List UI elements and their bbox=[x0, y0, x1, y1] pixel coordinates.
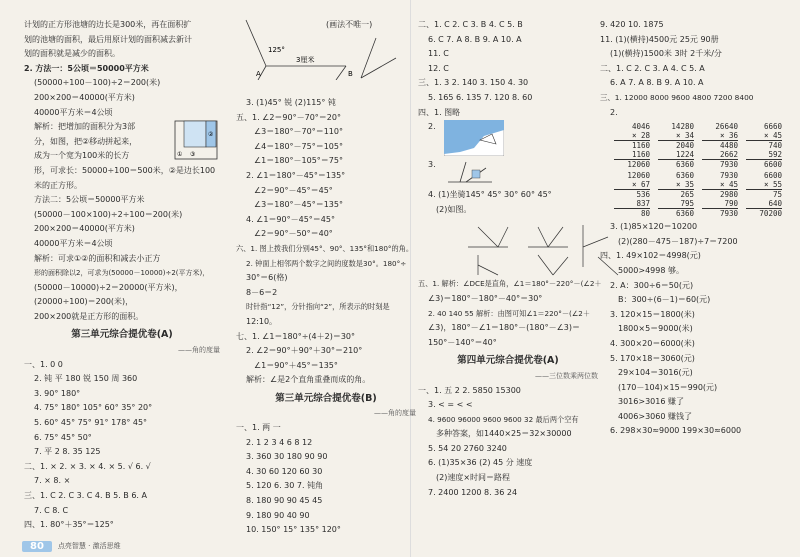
calc-cell: 14280 bbox=[671, 122, 694, 132]
text-line: (2)(280－475－187)÷7＝7200 bbox=[618, 236, 738, 246]
calc-cell: 6660 bbox=[763, 122, 782, 132]
text-line: 30°＝6(格) bbox=[246, 273, 288, 283]
text-line: (20000÷100)＝200(米)， bbox=[34, 297, 134, 307]
text-line: 4006>3060 赚钱了 bbox=[618, 411, 692, 421]
text-line: 8－6＝2 bbox=[246, 287, 278, 297]
text-line: ∠2＝90°－50°＝40° bbox=[254, 229, 333, 239]
calc-cell: 12060 bbox=[627, 171, 650, 181]
section-subtitle: ——角的度量 bbox=[374, 409, 416, 418]
calc-cell: 740 bbox=[768, 141, 782, 151]
section-title: 第三单元综合提优卷(A) bbox=[71, 329, 173, 341]
answer-line: 4. 30 60 120 60 30 bbox=[246, 466, 323, 476]
text-line: 七、1. ∠1＝180°÷(4＋2)＝30° bbox=[236, 331, 356, 341]
calc-cell: × 36 bbox=[702, 131, 738, 141]
calc-cell: 6360 bbox=[675, 209, 694, 219]
text-line: 5000>4998 够。 bbox=[618, 265, 684, 275]
section-subtitle: ——三位数乘两位数 bbox=[535, 371, 598, 380]
text-line: ∠3＝180°－70°＝110° bbox=[254, 127, 343, 137]
region-3-label: ③ bbox=[190, 151, 196, 159]
calc-cell: 4480 bbox=[719, 141, 738, 151]
answer-line: 多种答案，如1440×25＝32×30000 bbox=[436, 429, 572, 439]
calc-cell: 2980 bbox=[719, 190, 738, 200]
text-line: 划的面积就是减少的面积。 bbox=[24, 49, 120, 59]
point-b-label: B bbox=[348, 70, 353, 78]
text-line: 9. 420 10. 1875 bbox=[600, 20, 664, 29]
text-line: 3. 120×15＝1800(米) bbox=[610, 309, 695, 319]
answer-line: 7. C 8. C bbox=[34, 505, 69, 515]
answer-line: 7. 2400 1200 8. 36 24 bbox=[428, 487, 518, 497]
text-line: 形的面积除以2，可求为(50000－10000)÷2(平方米)， bbox=[34, 269, 210, 278]
text-line: 6. A 7. A 8. B 9. A 10. A bbox=[610, 78, 704, 88]
text-line: 2. 方法一：5公顷＝50000平方米 bbox=[24, 63, 149, 73]
text-line: 12:10。 bbox=[246, 316, 278, 326]
text-line: 解析：可求①②的面积和减去小正方 bbox=[34, 253, 161, 263]
area-diagram bbox=[174, 120, 218, 160]
calc-cell: 1224 bbox=[658, 150, 694, 160]
calc-cell: 640 bbox=[746, 199, 782, 209]
vertical-calculations bbox=[614, 122, 790, 169]
answer-line: 2. 1 2 3 4 6 8 12 bbox=[246, 437, 313, 447]
answer-line: 6. 75° 45° 50° bbox=[34, 432, 92, 442]
column-1 bbox=[24, 18, 220, 533]
text-line: 2. bbox=[610, 107, 618, 117]
text-line: 2. ∠1＝180°－45°＝135° bbox=[246, 170, 346, 180]
text-line: 2. ∠2＝90°＋90°＋30°＝210° bbox=[246, 346, 363, 356]
text-line: 150°－140°＝40° bbox=[428, 337, 497, 347]
text-line: 200×200就是正方形的面积。 bbox=[34, 311, 144, 321]
column-3 bbox=[418, 18, 602, 500]
text-line: 1800×5＝9000(米) bbox=[618, 324, 693, 334]
answer-line: 四、1. 80°＋35°＝125° bbox=[24, 520, 114, 530]
calc-cell: 7930 bbox=[719, 171, 738, 181]
text-line: 二、1. C 2. C 3. A 4. C 5. A bbox=[600, 63, 705, 73]
text-line: 6. C 7. A 8. B 9. A 10. A bbox=[428, 34, 522, 44]
text-line: (170－104)×15＝990(元) bbox=[618, 382, 718, 392]
answer-line: 7. × 8. × bbox=[34, 476, 71, 486]
answer-line: 3. 90° 180° bbox=[34, 388, 81, 398]
calc-cell: 795 bbox=[658, 199, 694, 209]
text-line: 5. 170×18＝3060(元) bbox=[610, 353, 695, 363]
angle-label: 125° bbox=[268, 46, 285, 54]
text-line: (50000－100×100)÷2÷100＝200(米) bbox=[34, 209, 183, 219]
text-line: 六、1. 图上拨我们分别45°、90°、135°和180°的角。 bbox=[236, 243, 414, 253]
answer-line: 2. 钝 平 180 锐 150 周 360 bbox=[34, 374, 138, 384]
text-line: 五、1. ∠2＝90°－70°＝20° bbox=[236, 112, 341, 122]
answer-line: 3. 360 30 180 90 90 bbox=[246, 452, 328, 462]
calc-cell: × 28 bbox=[614, 131, 650, 141]
length-label: 3厘米 bbox=[296, 56, 315, 64]
answer-line: 4. 9600 96000 9600 9600 32 最后两个空有 bbox=[428, 414, 579, 424]
calc-cell: × 34 bbox=[658, 131, 694, 141]
text-line: ∠1＝90°＋45°＝135° bbox=[254, 360, 338, 370]
angle-figure bbox=[446, 158, 496, 186]
region-2-label: ② bbox=[208, 131, 214, 139]
calc-cell: 6360 bbox=[675, 171, 694, 181]
text-line: 五、1. 解析：∠DCE是直角，∠1＝180°－220°－(∠2＋ bbox=[418, 279, 602, 289]
answer-line: 5. 60° 45° 75° 91° 178° 45° bbox=[34, 418, 148, 428]
calc-cell: 2662 bbox=[702, 150, 738, 160]
text-line: (50000÷100－100)÷2＝200(米) bbox=[34, 78, 161, 88]
answer-line: 一、1. 0 0 bbox=[24, 359, 63, 369]
map-figure bbox=[444, 120, 504, 156]
text-line: 200×200＝40000(平方米) bbox=[34, 92, 135, 102]
text-line: 6. 298×30≈9000 199×30≈6000 bbox=[610, 426, 742, 436]
text-line: (2)如图。 bbox=[436, 204, 472, 214]
text-line: B：300÷(6－1)＝60(元) bbox=[618, 295, 711, 305]
calc-cell: 6360 bbox=[675, 160, 694, 170]
text-line: (50000－10000)÷2＝20000(平方米)， bbox=[34, 282, 183, 292]
page-footer bbox=[22, 539, 121, 553]
answer-line: 10. 150° 15° 135° 120° bbox=[246, 525, 341, 535]
text-line: 3. bbox=[428, 160, 436, 170]
text-line: 解析：把增加的面积分为3部 bbox=[34, 122, 136, 132]
text-line: 2. 40 140 55 解析：由图可知∠1＝220°－(∠2＋ bbox=[428, 308, 591, 318]
calc-cell: × 55 bbox=[746, 180, 782, 190]
page-number: 80 bbox=[22, 541, 52, 552]
calc-cell: 12060 bbox=[627, 160, 650, 170]
calc-cell: × 45 bbox=[746, 131, 782, 141]
text-line: ∠3)，180°－∠1＝180°－(180°－∠3)＝ bbox=[428, 323, 580, 333]
answer-line: 一、1. 五 2 2. 5850 15300 bbox=[418, 385, 521, 395]
footer-slogan: 点亮智慧 · 激活思维 bbox=[57, 542, 121, 550]
answer-line: 一、1. 两 一 bbox=[236, 423, 281, 433]
calc-cell: 7930 bbox=[719, 209, 738, 219]
answer-line: 5. 54 20 2760 3240 bbox=[428, 443, 507, 453]
vertical-calculations-2 bbox=[614, 171, 790, 218]
calc-cell: 837 bbox=[614, 199, 650, 209]
text-line: 三、1. 3 2. 140 3. 150 4. 30 bbox=[418, 78, 529, 88]
calc-cell: 4046 bbox=[631, 122, 650, 132]
calc-cell: 2040 bbox=[675, 141, 694, 151]
answer-line: 4. 75° 180° 105° 60° 35° 20° bbox=[34, 403, 153, 413]
figure-number: 2. bbox=[428, 122, 436, 132]
calc-cell: 70200 bbox=[759, 209, 782, 219]
text-line: 40000平方米＝4公顷 bbox=[34, 107, 113, 117]
text-line: 40000平方米＝4公顷 bbox=[34, 238, 113, 248]
calc-cell: 80 bbox=[640, 209, 650, 219]
calc-cell: 536 bbox=[636, 190, 650, 200]
text-line: ∠1＝180°－105°＝75° bbox=[254, 156, 343, 166]
text-line: 时针指“12”，分针指向“2”，所表示的时刻是 bbox=[246, 302, 390, 312]
text-line: 2. 钟面上相邻两个数字之间的度数是30°。180°÷ bbox=[246, 258, 407, 268]
text-line: 划的池塘的面积，最后用原计划的面积减去新计 bbox=[24, 34, 192, 44]
text-line: 3. (1)85×120＝10200 bbox=[610, 222, 698, 232]
text-line: 5. 165 6. 135 7. 120 8. 60 bbox=[428, 92, 533, 102]
calc-cell: 790 bbox=[702, 199, 738, 209]
answer-line: 三、1. C 2. C 3. C 4. B 5. B 6. A bbox=[24, 491, 147, 500]
text-line: 12. C bbox=[428, 63, 449, 73]
calc-cell: 6600 bbox=[763, 171, 782, 181]
text-line: 4. 300×20＝6000(米) bbox=[610, 338, 695, 348]
calc-cell: 265 bbox=[680, 190, 694, 200]
text-line: 方法二：5公顷＝50000平方米 bbox=[34, 195, 145, 205]
calc-cell: 1160 bbox=[614, 150, 650, 160]
text-line: 3016>3016 赚了 bbox=[618, 397, 684, 407]
answer-line: 5. 120 6. 30 7. 钝角 bbox=[246, 481, 324, 491]
text-line: ∠3＝180°－45°＝135° bbox=[254, 200, 343, 210]
point-a-label: A bbox=[256, 70, 261, 78]
text-line: ∠2＝90°－45°＝45° bbox=[254, 185, 333, 195]
text-line: 200×200＝40000(平方米) bbox=[34, 224, 135, 234]
text-line: 3. (1)45° 锐 (2)115° 钝 bbox=[246, 98, 336, 107]
text-line: ∠3)＝180°－180°－40°＝30° bbox=[428, 293, 543, 303]
text-line: 三、1. 12000 8000 9600 4800 7200 8400 bbox=[600, 92, 754, 102]
text-line: 2. A：300÷6＝50(元) bbox=[610, 280, 694, 290]
section-title: 第三单元综合提优卷(B) bbox=[275, 392, 377, 404]
text-line: 解析：∠是2个直角重叠而成的角。 bbox=[246, 375, 371, 385]
answer-line: 8. 180 90 90 45 45 bbox=[246, 496, 323, 506]
text-line: 29×104＝3016(元) bbox=[618, 368, 693, 378]
calc-cell: 592 bbox=[746, 150, 782, 160]
angle-drawing bbox=[236, 18, 411, 80]
text-line: 四、1. 49×102＝4998(元) bbox=[600, 251, 701, 261]
calc-cell: 7930 bbox=[719, 160, 738, 170]
calc-cell: × 45 bbox=[702, 180, 738, 190]
answer-line: (2)速度×时间＝路程 bbox=[436, 473, 511, 483]
text-line: 成为一个宽为100米的长方 bbox=[34, 151, 130, 161]
region-1-label: ① bbox=[177, 151, 183, 159]
text-line: 4. ∠1＝90°－45°＝45° bbox=[246, 214, 335, 224]
text-line: 11. (1)(横持)4500元 25元 90册 bbox=[600, 34, 719, 44]
column-2 bbox=[236, 18, 416, 538]
text-line: 四、1. 图略 bbox=[418, 107, 461, 117]
text-line: 11. C bbox=[428, 49, 449, 59]
answer-line: 6. (1)35×36 (2) 45 分 速度 bbox=[428, 458, 533, 468]
text-line: 形，可求长：50000÷100＝500米，②是边长100 bbox=[34, 165, 216, 175]
answer-line: 3. < = < < bbox=[428, 400, 473, 410]
calc-cell: 26640 bbox=[715, 122, 738, 132]
answer-line: 二、1. × 2. × 3. × 4. × 5. √ 6. √ bbox=[24, 461, 151, 471]
text-line: 计划的正方形池塘的边长是300米，再在面积扩 bbox=[24, 20, 192, 29]
column-4 bbox=[600, 18, 790, 439]
text-line: ∠4＝180°－75°＝105° bbox=[254, 141, 343, 151]
calc-cell: 75 bbox=[772, 190, 782, 200]
section-title: 第四单元综合提优卷(A) bbox=[457, 355, 559, 367]
text-line: 二、1. C 2. C 3. B 4. C 5. B bbox=[418, 20, 523, 29]
calc-cell: 1160 bbox=[631, 141, 650, 151]
section-subtitle: ——角的度量 bbox=[178, 346, 220, 355]
text-line: 4. (1)坐骑145° 45° 30° 60° 45° bbox=[428, 190, 552, 200]
text-line: 米的正方形。 bbox=[34, 180, 82, 190]
calc-cell: × 67 bbox=[614, 180, 650, 190]
calc-cell: × 35 bbox=[658, 180, 694, 190]
drawing-note: (画法不唯一) bbox=[326, 20, 373, 29]
calc-cell: 6600 bbox=[763, 160, 782, 170]
text-line: 分，如图，把②移动拼起来， bbox=[34, 136, 138, 146]
text-line: (1)(横持)1500米 3时 2千米/分 bbox=[610, 49, 722, 59]
answer-line: 7. 平 2 8. 35 125 bbox=[34, 447, 101, 457]
answer-line: 9. 180 90 40 90 bbox=[246, 510, 310, 520]
